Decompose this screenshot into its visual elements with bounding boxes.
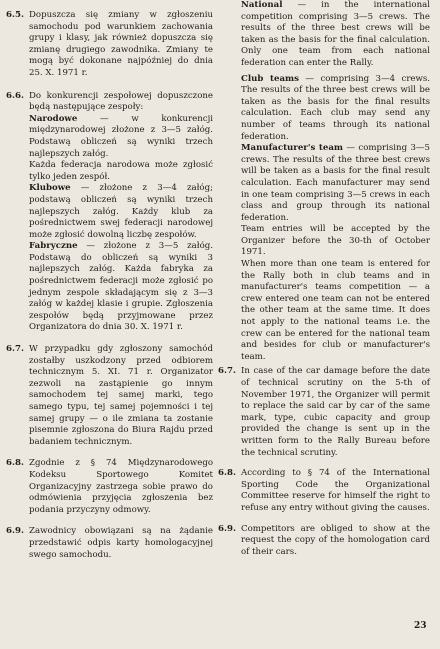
section-6-7-pl — [6, 344, 213, 448]
team-entries-paragraph: Team entries will be accepted by the Organizer before the 30-th of October 1971. — [241, 224, 430, 258]
narodowe-note: Każda federacja narodowa może zgłosić tylko jeden zespół. — [29, 160, 213, 182]
club-label: Club teams — [241, 73, 299, 84]
section-6-7-en — [218, 366, 430, 459]
section-text: W przypadku gdy zgłoszony samochód zostałby uszkodzony przed odbiorem technicznym 5. XI. 71 r. Organizator zezwoli na zastąpienie go innym samochodem tej samej marki, tego samego typu, tej samej pojemności i tej samej grupy — o ile zmiana ta zostanie pisemnie zgłoszona do Biura Rajdu przed badaniem technicznym. — [29, 344, 213, 447]
klubowe-label: Klubowe — [29, 183, 71, 194]
multiple-teams-paragraph: When more than one team is entered for the Rally both in club teams and in manufacturer's teams competition — a crew entered one team can not be entered the other team at the same time. It does not apply to the national teams i.e. the crew can be entered for the national team and besides for club or manufacturer's team. — [241, 259, 430, 362]
narodowe-label: Narodowe — [29, 113, 78, 124]
fabryczne-label: Fabryczne — [29, 241, 78, 252]
fabryczne-text: — złożone z 3—5 załóg. Podstawą do obliczeń są wyniki 3 najlepszych załóg. Każda fabryka za pośrednictwem federacji może zgłosić po jednym zespole składającym się z 3—3 załóg w każdej klasie i grupie. Zgłoszenia zespołów będą przyjmowane przez Organizatora do dnia 30. X. 1971 r. — [29, 241, 213, 333]
section-text: Zawodnicy obowiązani są na żądanie przedstawić odpis karty homologacyjnej swego samochodu. — [29, 526, 213, 560]
section-6-6-pl — [6, 91, 213, 334]
section-number: 6.9. — [6, 526, 24, 537]
manufacturer-text: — comprising 3—5 crews. The results of the three best crews will be taken as a basis for the final result calculation. Each manufacturer may send in one team comprising 3—5 crews in each class and group through its national federation. — [241, 143, 430, 223]
narodowe-text: — w konkurencji międzynarodowej złożone z 3—5 załóg. Podstawą obliczeń są wyniki trzech najlepszych załóg. — [29, 113, 213, 159]
national-label: National — [241, 0, 283, 10]
section-6-8-pl — [6, 458, 213, 516]
klubowe-text: — złożone z 3—4 załóg; podstawą obliczeń są wyniki trzech najlepszych załóg. Każdy klub za pośrednictwem swej federacji narodowej może zgłosić dowolną liczbę zespołów. — [29, 183, 213, 240]
section-text: According to § 74 of the International Sporting Code the Organizational Committee reserve for himself the right to refuse any entry without giving the causes. — [241, 468, 430, 513]
section-6-6-en-continued — [218, 0, 430, 363]
narodowe-paragraph — [29, 114, 213, 160]
section-number: 6.6. — [6, 90, 24, 101]
section-6-9-en — [218, 524, 430, 559]
section-number: 6.7. — [6, 344, 24, 355]
section-number: 6.9. — [218, 523, 236, 534]
section-text: Zgodnie z § 74 Międzynarodowego Kodeksu Sportowego Komitet Organizacyjny zastrzega sobie prawo do odmówienia przyjęcia zgłoszenia bez podania przyczyny odmowy. — [29, 458, 213, 515]
section-text: Competitors are obliged to show at the request the copy of the homologation card of their cars. — [241, 523, 430, 557]
section-intro: Do konkurencji zespołowej dopuszczone będą następujące zespoły: — [29, 90, 213, 113]
section-number: 6.8. — [218, 468, 236, 479]
section-number: 6.5. — [6, 10, 24, 20]
club-text: — comprising 3—4 crews. The results of the three best crews will be taken as the basis for the final results calculation. Each club may send any number of teams through its national federation. — [241, 73, 431, 142]
national-text: — in the international competition comprising 3—5 crews. The results of the three best crews will be taken as the basis for the final calculation. Only one team from each national federation can enter the Rally. — [241, 0, 430, 68]
page-number: 23 — [414, 621, 427, 631]
section-6-5-pl — [6, 10, 213, 80]
fabryczne-paragraph — [29, 241, 213, 334]
section-6-8-en — [218, 468, 430, 514]
club-paragraph — [241, 74, 430, 144]
manufacturer-label: Manufacturer's team — [241, 143, 344, 154]
section-number: 6.8. — [6, 458, 24, 469]
klubowe-paragraph — [29, 183, 213, 241]
section-text: In case of the car damage before the date of technical scrutiny on the 5-th of November 1971, the Organizer will permit to replace the said car by car of the same mark, type, cubic capacity and group provided the change is sent up in the written form to the Rally Bureau before the technical scrutiny. — [241, 366, 430, 458]
national-paragraph — [241, 0, 430, 70]
section-number: 6.7. — [218, 366, 236, 377]
manufacturer-paragraph — [241, 143, 430, 224]
english-column — [218, 0, 430, 558]
section-6-9-pl — [6, 526, 213, 561]
section-text: Dopuszcza się zmiany w zgłoszeniu samochodu pod warunkiem zachowania grupy i klasy, jak również dopuszcza się zmianę drugiego zawodnika. Zmiany te mogą być dokonane najpóźniej do dnia 25. X. 1971 r. — [29, 10, 213, 78]
polish-column — [6, 0, 213, 561]
